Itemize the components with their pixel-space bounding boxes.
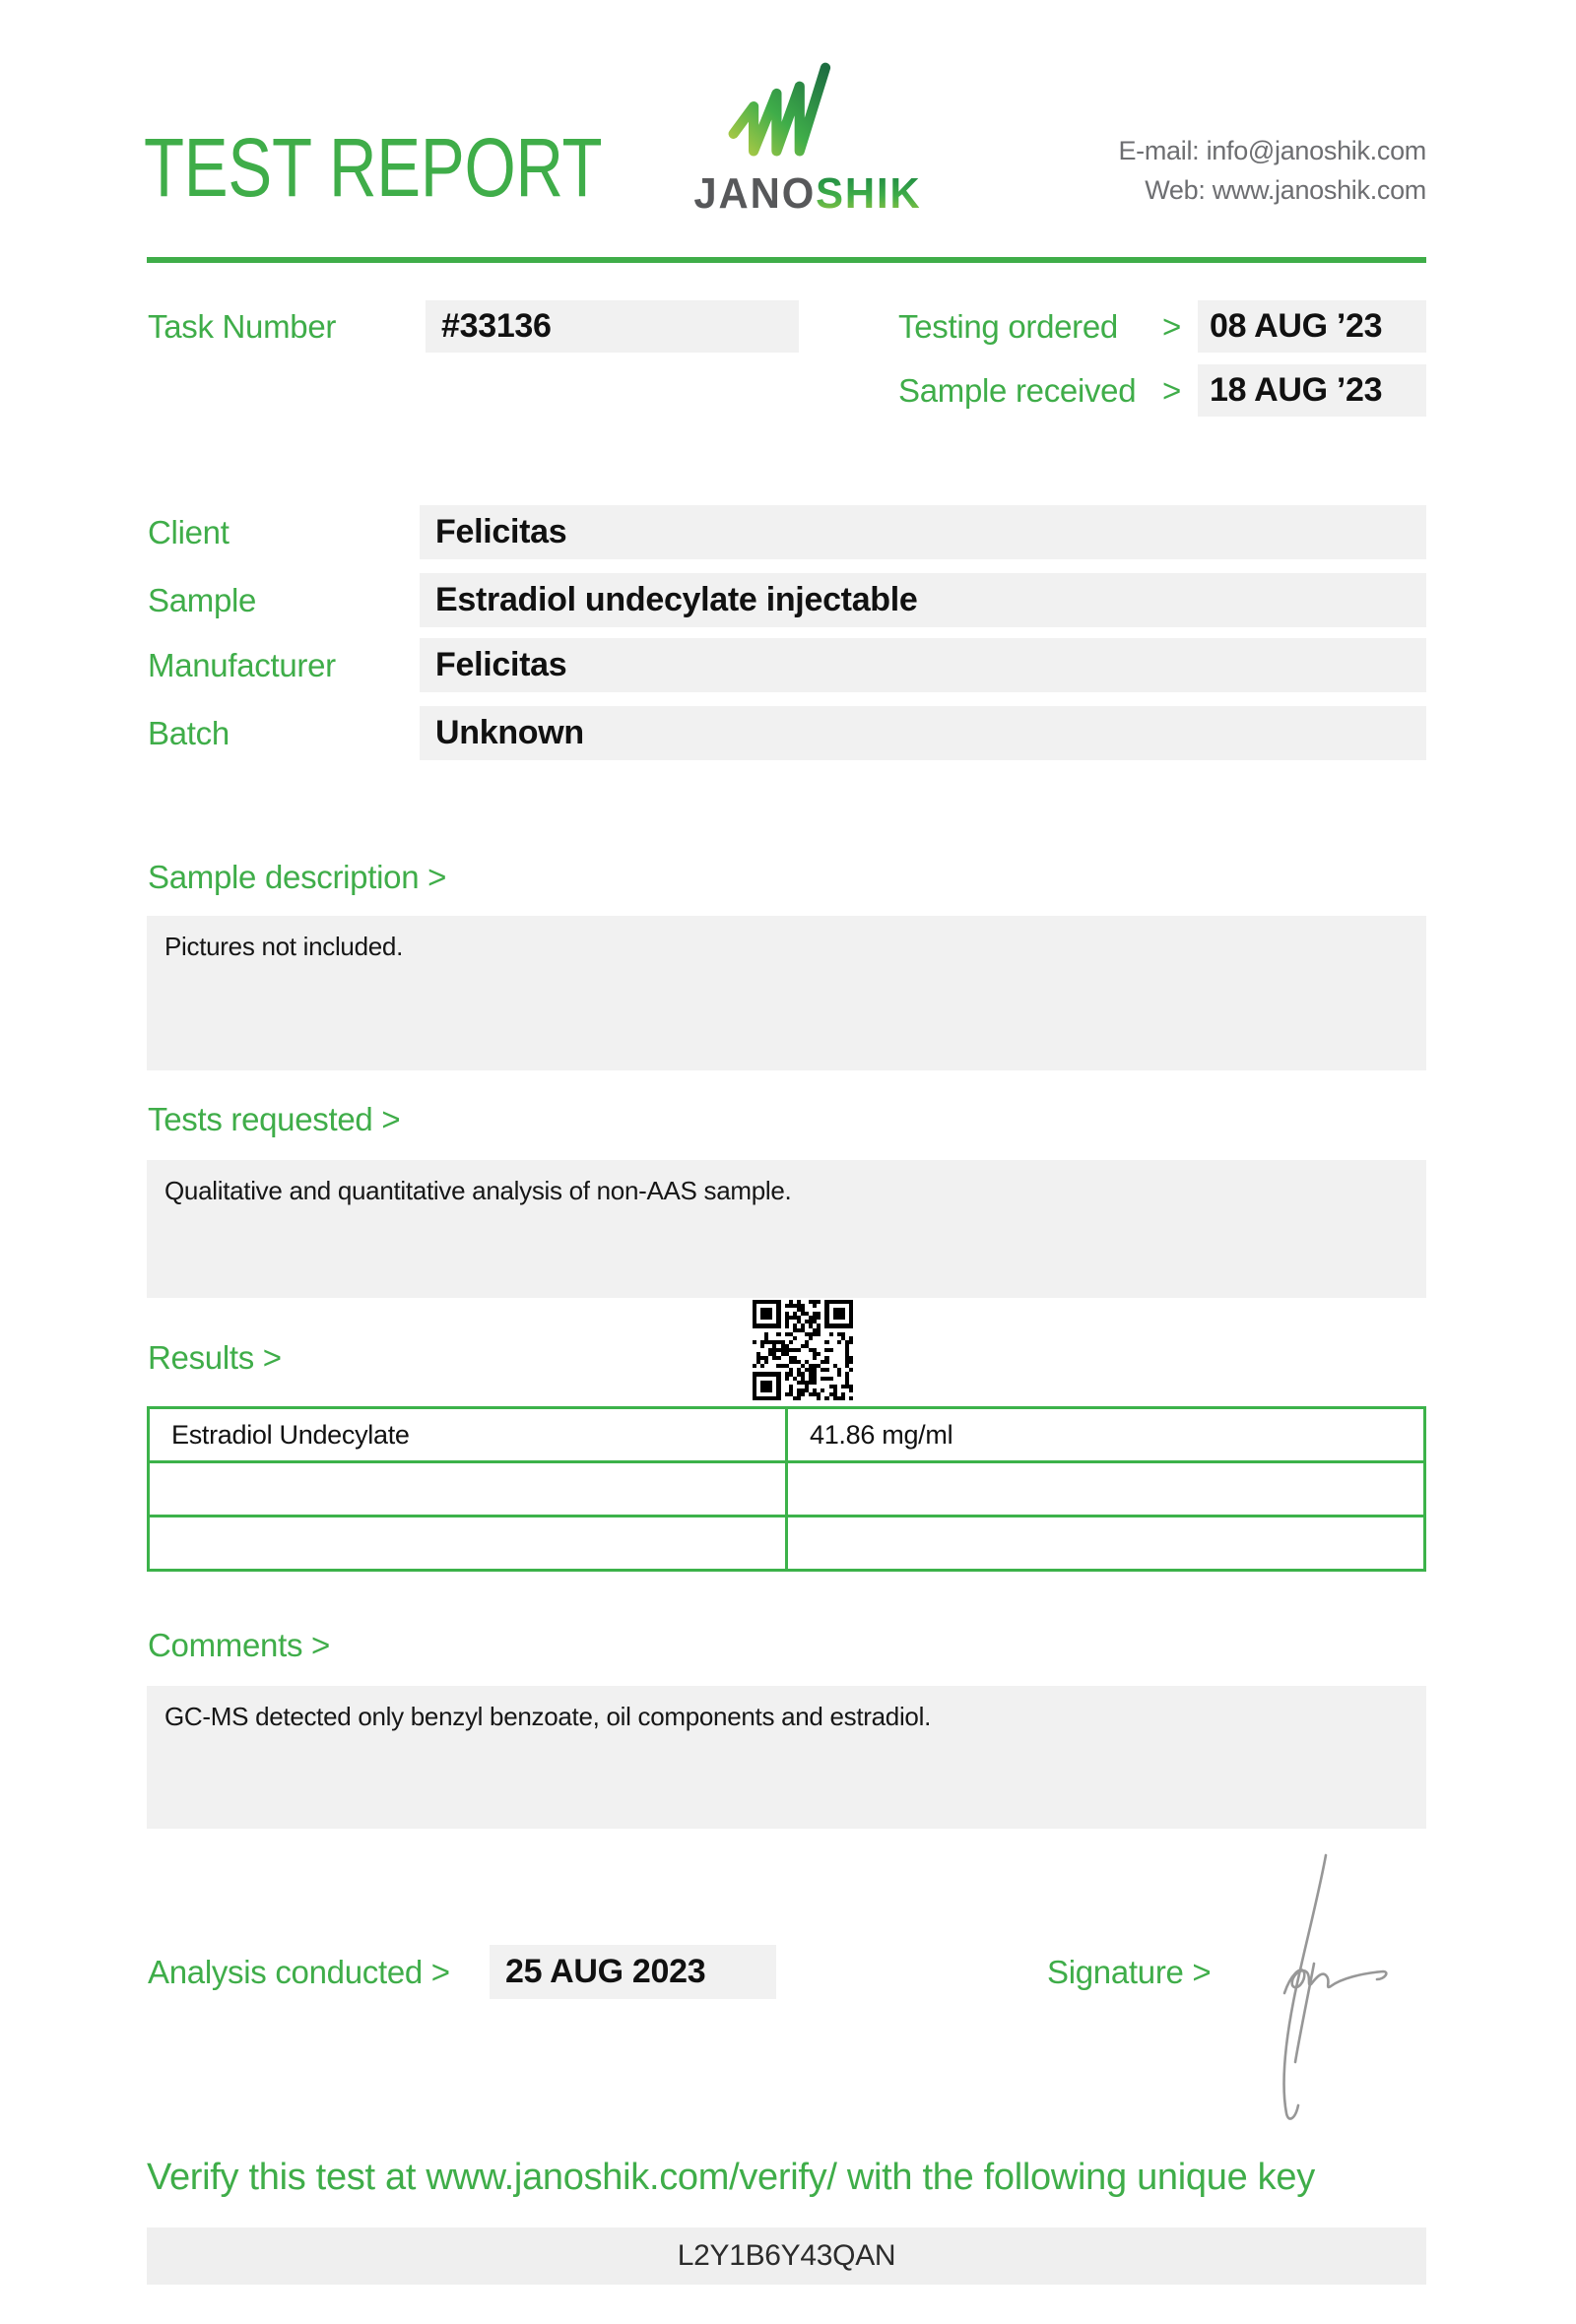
results-heading: Results > — [148, 1339, 282, 1376]
results-table — [147, 1406, 1426, 1572]
header-divider — [147, 257, 1426, 263]
qr-code — [751, 1298, 855, 1402]
client-label: Client — [148, 514, 230, 550]
brand-jano: JANO — [693, 169, 817, 218]
batch-label: Batch — [148, 715, 230, 751]
unique-key: L2Y1B6Y43QAN — [147, 2227, 1426, 2285]
manufacturer-label: Manufacturer — [148, 647, 336, 683]
contact-web: Web: www.janoshik.com — [1145, 175, 1426, 205]
result-value — [787, 1517, 1425, 1571]
tests-requested-box — [147, 1160, 1426, 1298]
janoshik-logo — [670, 59, 946, 219]
batch-value: Unknown — [420, 706, 1426, 760]
result-value: 41.86 mg/ml — [787, 1408, 1425, 1462]
table-row — [149, 1462, 1425, 1517]
sample-description-box — [147, 916, 1426, 1070]
testing-ordered-label: Testing ordered — [898, 308, 1118, 345]
testing-ordered-arrow-icon: > — [1162, 308, 1181, 345]
analysis-conducted-value: 25 AUG 2023 — [490, 1945, 776, 1999]
comments-text: GC-MS detected only benzyl benzoate, oil components and estradiol. — [164, 1702, 931, 1731]
testing-ordered-value: 08 AUG ’23 — [1198, 300, 1426, 353]
sample-received-arrow-icon: > — [1162, 372, 1181, 409]
table-row — [149, 1408, 1425, 1462]
brand-shik: SHIK — [816, 169, 922, 218]
sample-value: Estradiol undecylate injectable — [420, 573, 1426, 627]
result-analyte — [149, 1517, 787, 1571]
manufacturer-value: Felicitas — [420, 638, 1426, 692]
result-value — [787, 1462, 1425, 1517]
sample-received-value: 18 AUG ’23 — [1198, 364, 1426, 417]
analysis-conducted-label: Analysis conducted > — [148, 1954, 450, 1990]
contact-email: E-mail: info@janoshik.com — [1118, 136, 1426, 165]
task-number-label: Task Number — [148, 308, 337, 345]
signature-scribble — [1269, 1847, 1397, 2143]
rising-bars-chart-icon — [722, 59, 894, 165]
sample-description-text: Pictures not included. — [164, 932, 403, 961]
comments-heading: Comments > — [148, 1627, 330, 1663]
sample-label: Sample — [148, 582, 257, 618]
tests-requested-heading: Tests requested > — [148, 1101, 401, 1137]
sample-description-heading: Sample description > — [148, 859, 447, 895]
client-value: Felicitas — [420, 505, 1426, 559]
signature-label: Signature > — [1047, 1954, 1212, 1990]
contact-info — [1118, 131, 1426, 210]
brand-wordmark — [677, 169, 939, 219]
result-analyte: Estradiol Undecylate — [149, 1408, 787, 1462]
sample-received-label: Sample received — [898, 372, 1137, 409]
comments-box — [147, 1686, 1426, 1829]
tests-requested-text: Qualitative and quantitative analysis of non-AAS sample. — [164, 1176, 792, 1205]
task-number-value: #33136 — [426, 300, 799, 353]
page-title: TEST REPORT — [144, 121, 603, 214]
table-row — [149, 1517, 1425, 1571]
verify-instruction: Verify this test at www.janoshik.com/verify/ with the following unique key — [147, 2157, 1315, 2198]
result-analyte — [149, 1462, 787, 1517]
